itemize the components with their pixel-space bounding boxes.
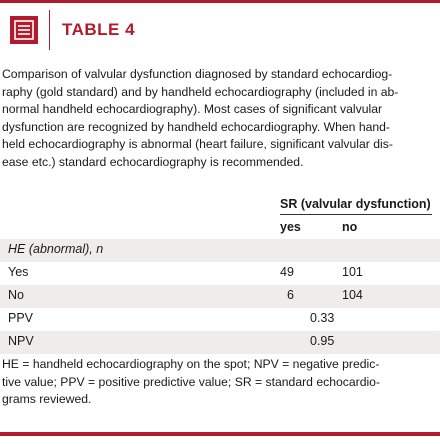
bottom-accent-rule xyxy=(0,432,440,436)
table-title: TABLE 4 xyxy=(62,20,136,39)
table-caption xyxy=(2,66,438,172)
cell-no: 101 xyxy=(342,265,363,279)
footnote-line: HE = handheld echocardiography on the spot; NPV = negative predic- xyxy=(2,357,380,371)
top-accent-rule xyxy=(0,0,440,3)
table-row xyxy=(0,331,440,354)
table-row xyxy=(0,308,440,331)
group-header-underline xyxy=(280,214,432,215)
col-yes-header: yes xyxy=(280,220,301,234)
column-header-row xyxy=(0,217,440,240)
ppv-value: 0.33 xyxy=(310,311,335,325)
caption-line: Comparison of valvular dysfunction diagnosed by standard echocardiog- xyxy=(2,67,393,81)
caption-line: raphy (gold standard) and by handheld echocardiography (included in ab- xyxy=(2,84,399,99)
caption-line: ease etc.) standard echocardiography is recommended. xyxy=(2,154,304,169)
caption-line: held echocardiography is abnormal (heart failure, significant valvular dis- xyxy=(2,137,393,152)
table-row xyxy=(0,262,440,285)
group-header: SR (valvular dysfunction) xyxy=(280,197,431,211)
col-no-header: no xyxy=(342,220,358,234)
table-header xyxy=(0,12,440,48)
footnote-line: grams reviewed. xyxy=(2,392,92,407)
document-icon xyxy=(10,16,38,44)
caption-line: dysfunction are recognized by handheld echocardiography. When hand- xyxy=(2,119,390,134)
cell-yes: 49 xyxy=(280,265,294,279)
table-footnote xyxy=(2,356,438,409)
table-row xyxy=(0,285,440,308)
cell-no: 104 xyxy=(342,288,363,302)
footnote-line: tive value; PPV = positive predictive value; SR = standard echocardio- xyxy=(2,374,381,389)
section-label: HE (abnormal), n xyxy=(8,242,104,256)
ppv-label: PPV xyxy=(8,311,34,325)
row-label: Yes xyxy=(8,265,29,279)
row-label: No xyxy=(8,288,24,302)
npv-value: 0.95 xyxy=(310,334,335,348)
header-divider xyxy=(49,10,50,50)
section-row xyxy=(0,239,440,262)
caption-line: normal handheld echocardiography). Most cases of significant valvular xyxy=(2,102,383,117)
cell-yes: 6 xyxy=(287,288,294,302)
npv-label: NPV xyxy=(8,334,34,348)
